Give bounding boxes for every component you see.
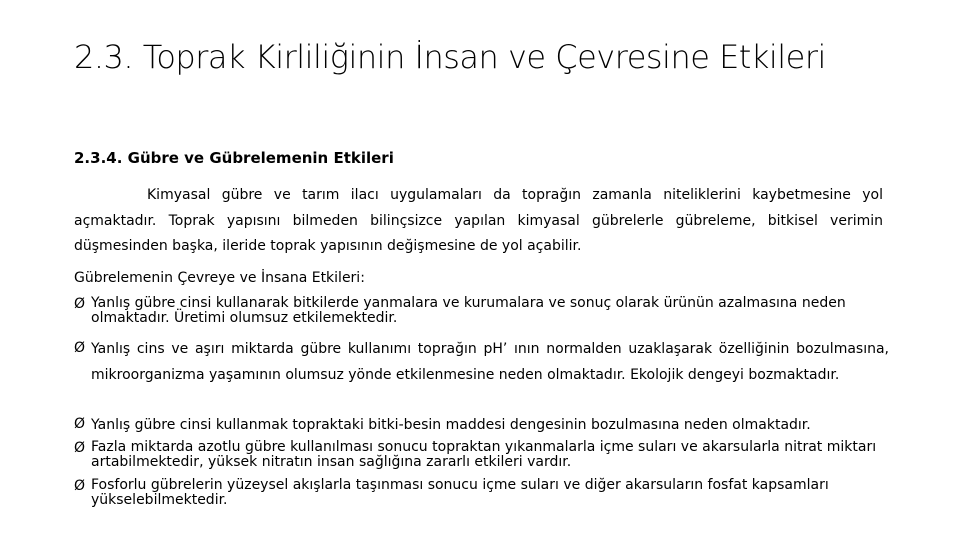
arrow-bullet-icon: Ø [74, 296, 86, 312]
list-item [74, 478, 889, 508]
arrow-bullet-icon: Ø [74, 416, 86, 432]
list-item-text: Yanlış gübre cinsi kullanarak bitkilerde yanmalara ve kurumalara ve sonuç olarak ürünün azalmasına neden olmaktadır. Üretimi olumsuz etkilemektedir. [91, 295, 846, 326]
list-item-text: Fosforlu gübrelerin yüzeysel akışlarla taşınması sonucu içme suları ve diğer akarsuların fosfat kapsamları yükselebilmektedir. [91, 477, 829, 508]
arrow-bullet-icon: Ø [74, 478, 86, 494]
list-item [74, 337, 889, 388]
arrow-bullet-icon: Ø [74, 340, 86, 356]
list-item [74, 296, 889, 326]
list-item-text: Fazla miktarda azotlu gübre kullanılması sonucu topraktan yıkanmalarla içme suları ve akarsularla nitrat miktarı artabilmektedir, yüksek nitratın insan sağlığına zararlı etkileri vardır. [91, 439, 877, 470]
list-item [74, 413, 889, 438]
list-item-text: Yanlış cins ve aşırı miktarda gübre kullanımı toprağın pH’ ının normalden uzaklaşarak özelliğinin bozulmasına, mikroorganizma yaşamının olumsuz yönde etkilenmesine neden olmaktadır. Ekolojik dengeyi bozmaktadır. [91, 341, 889, 383]
slide-title: 2.3. Toprak Kirliliğinin İnsan ve Çevresine Etkileri [74, 38, 826, 76]
arrow-bullet-icon: Ø [74, 440, 86, 456]
list-item-text: Yanlış gübre cinsi kullanmak topraktaki bitki-besin maddesi dengesinin bozulmasına neden olmaktadır. [91, 417, 811, 433]
intro-paragraph-text: Kimyasal gübre ve tarım ilacı uygulamaları da toprağın zamanla niteliklerini kaybetmesine yol açmaktadır. Toprak yapısını bilmeden bilinçsizce yapılan kimyasal gübrelerle gübreleme, bitkisel verimin düşmesinden başka, ileride toprak yapısının değişmesine de yol açabilir. [74, 187, 883, 254]
effects-heading: Gübrelemenin Çevreye ve İnsana Etkileri: [74, 270, 365, 286]
list-item [74, 440, 889, 470]
section-subtitle: 2.3.4. Gübre ve Gübrelemenin Etkileri [74, 149, 394, 167]
intro-paragraph [74, 183, 883, 260]
